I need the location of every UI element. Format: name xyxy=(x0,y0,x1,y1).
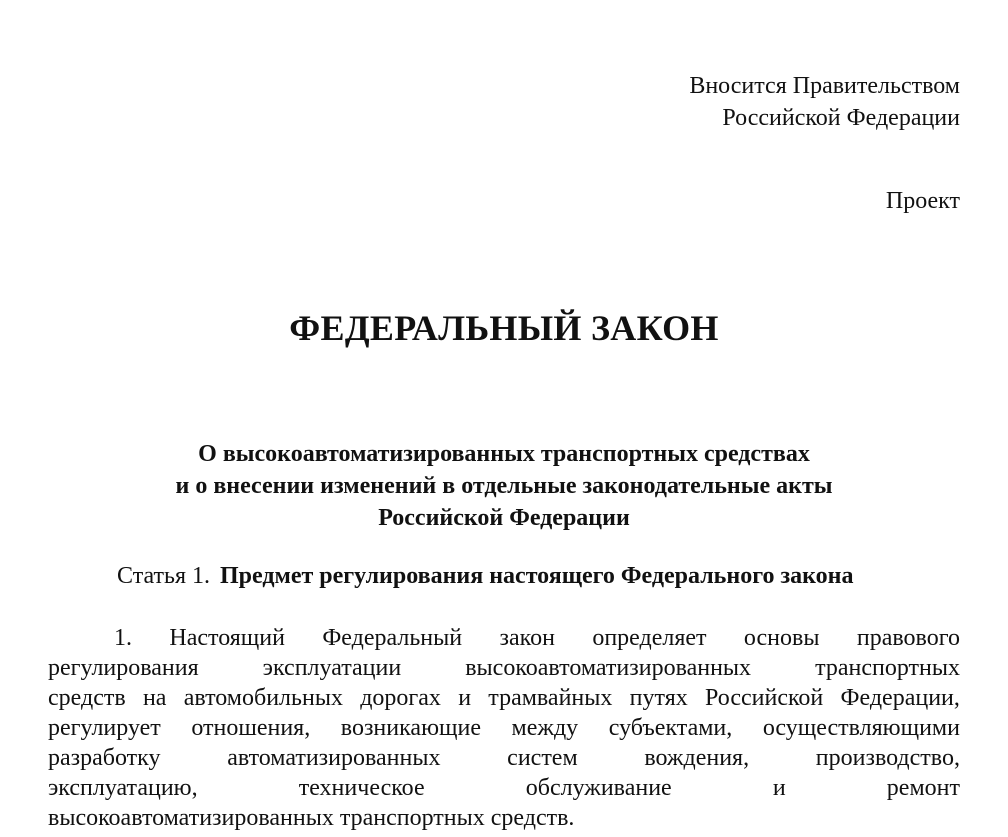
article-number: Статья 1. xyxy=(117,563,210,589)
paragraph-line xyxy=(48,653,960,683)
submitted-by-line: Вносится Правительством xyxy=(689,73,960,99)
paragraph-word: высокоавтоматизированных транспортных средств. xyxy=(48,805,575,831)
paragraph-word: и xyxy=(458,685,472,711)
paragraph-word: Российской xyxy=(705,685,824,711)
law-subject-line: и о внесении изменений в отдельные законодательные акты xyxy=(175,473,833,499)
paragraph-word: осуществляющими xyxy=(762,715,960,741)
submitted-by-block xyxy=(689,70,960,134)
paragraph-line xyxy=(48,773,960,803)
paragraph-word: средств xyxy=(48,685,126,711)
paragraph-word: техническое xyxy=(298,775,425,801)
paragraph-word: возникающие xyxy=(340,715,481,741)
draft-label: Проект xyxy=(885,188,960,214)
paragraph-word: обслуживание xyxy=(525,775,672,801)
paragraph-word: ремонт xyxy=(886,775,960,801)
paragraph-word: разработку xyxy=(48,745,161,771)
paragraph-word: Федеральный xyxy=(322,625,463,651)
law-subject-line: Российской Федерации xyxy=(378,505,630,531)
law-subject xyxy=(0,438,1008,534)
paragraph-word: Федерации, xyxy=(840,685,960,711)
paragraph-line xyxy=(48,743,960,773)
paragraph-word: автомобильных xyxy=(183,685,343,711)
paragraph-word: регулирует xyxy=(48,715,161,741)
paragraph-line xyxy=(48,623,960,653)
paragraph-word: субъектами, xyxy=(608,715,733,741)
paragraph-word: Настоящий xyxy=(169,625,285,651)
paragraph-word: и xyxy=(772,775,786,801)
paragraph-word: закон xyxy=(499,625,555,651)
paragraph-word: трамвайных xyxy=(488,685,613,711)
paragraph-word: определяет xyxy=(592,625,707,651)
paragraph-word: эксплуатации xyxy=(262,655,402,681)
paragraph-word: вождения, xyxy=(644,745,750,771)
paragraph-word: между xyxy=(511,715,579,741)
paragraph-word: автоматизированных xyxy=(227,745,441,771)
paragraph-word: производство, xyxy=(815,745,960,771)
paragraph-word: транспортных xyxy=(815,655,960,681)
paragraph-word: основы xyxy=(743,625,820,651)
paragraph-line xyxy=(48,683,960,713)
law-subject-line: О высокоавтоматизированных транспортных средствах xyxy=(198,441,810,467)
paragraph-word: на xyxy=(142,685,167,711)
paragraph-word: правового xyxy=(856,625,960,651)
article-heading xyxy=(117,560,853,592)
paragraph-word: систем xyxy=(507,745,578,771)
paragraph-word: отношения, xyxy=(191,715,311,741)
paragraph-word: дорогах xyxy=(360,685,441,711)
paragraph-word: 1. xyxy=(114,625,132,651)
paragraph-line xyxy=(48,803,960,833)
paragraph-word: путях xyxy=(629,685,688,711)
law-title: ФЕДЕРАЛЬНЫЙ ЗАКОН xyxy=(289,308,719,348)
paragraph-line xyxy=(48,713,960,743)
submitted-by-line: Российской Федерации xyxy=(722,105,960,131)
article-paragraph xyxy=(48,623,960,833)
article-title: Предмет регулирования настоящего Федерального закона xyxy=(219,563,854,589)
paragraph-word: регулирования xyxy=(48,655,199,681)
paragraph-word: эксплуатацию, xyxy=(48,775,198,801)
paragraph-word: высокоавтоматизированных xyxy=(465,655,752,681)
